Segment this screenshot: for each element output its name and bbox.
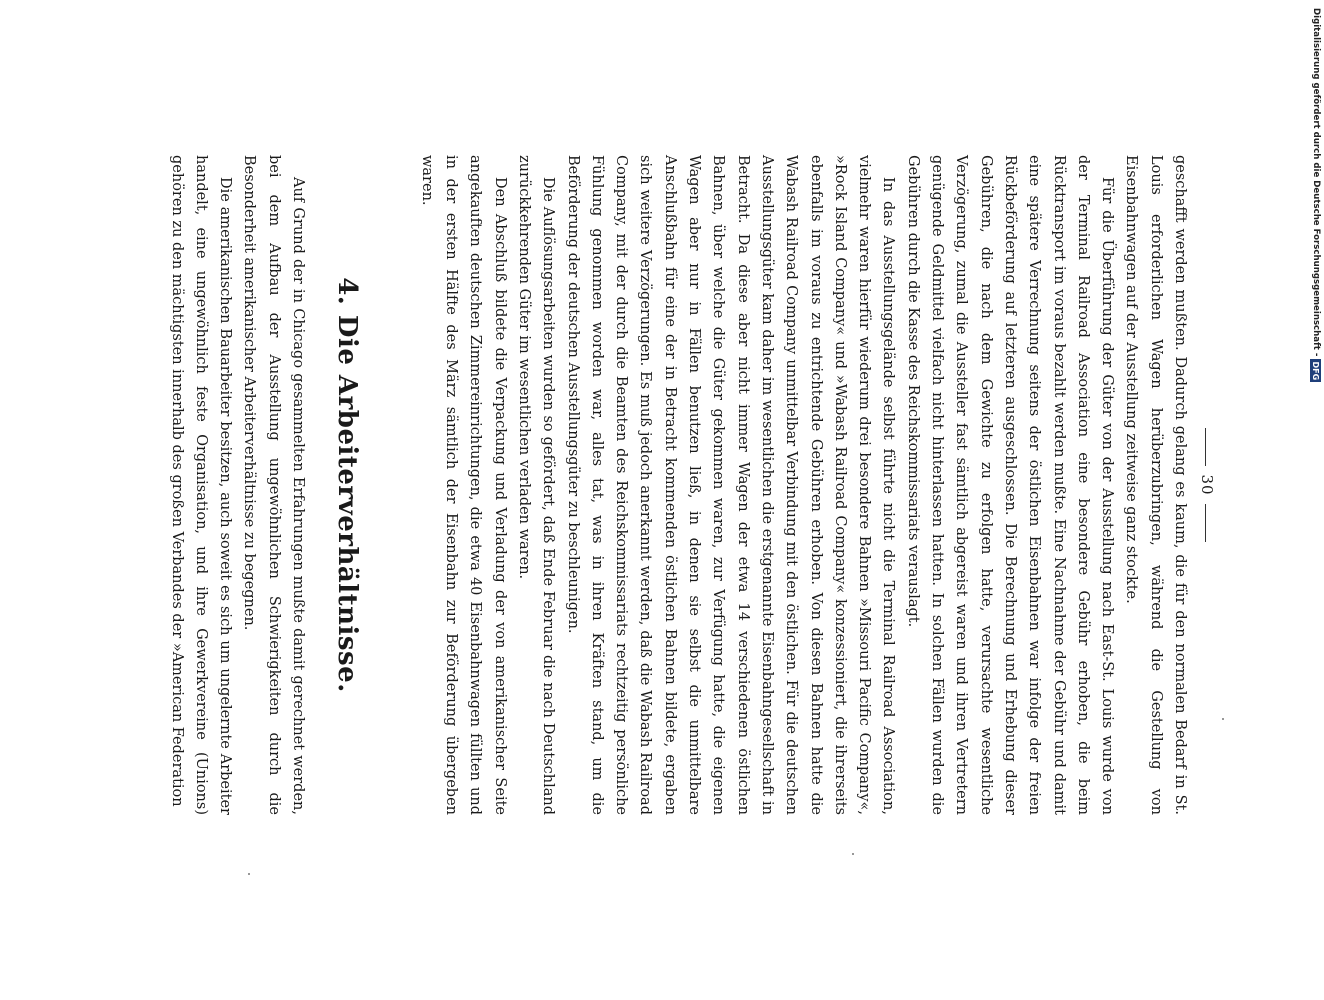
paragraph: Die Auflösungsarbeiten wurden so gefördert, daß Ende Februar die nach Deutschland zurückkehrenden Güter im wesentlichen verladen waren. xyxy=(515,155,557,815)
paragraph: Auf Grund der in Chicago gesammelten Erfahrungen mußte damit gerechnet werden, bei dem Aufbau der Ausstellung ungewöhnlichen Schwierigkeiten durch die Besonderheit amerikanischer Arbeiterverhältnisse zu begegnen. xyxy=(241,155,306,815)
paragraph: Den Abschluß bildete die Verpackung und Verladung der von amerikanischer Seite angekauften deutschen Zimmereinrichtungen, die etwa 40 Eisenbahnwagen füllten und in der ersten Hälfte des März sämtlich der Eisenbahn zur Beförderung übergeben waren. xyxy=(418,155,508,815)
digitization-credit xyxy=(1309,8,1324,393)
dfg-logo: DFG xyxy=(1311,361,1321,381)
scan-speck xyxy=(852,853,854,855)
page-number-rule-left xyxy=(1206,428,1207,466)
page-number-text: 30 xyxy=(1198,474,1216,496)
scan-speck xyxy=(1222,718,1224,720)
digitization-credit-line xyxy=(1308,8,1324,393)
page-number xyxy=(1198,155,1216,815)
paragraph: Die amerikanischen Bauarbeiter besitzen, auch soweit es sich um ungelernte Arbeiter handelt, eine ungewöhnlich feste Organisation, und ihre Gewerkvereine (Unions) gehören zu den mächtigsten innerhalb des großen Verbandes der »American Federation xyxy=(168,155,234,815)
page-number-rule-right xyxy=(1206,504,1207,542)
paragraph: Für die Überführung der Güter von der Ausstellung nach East-St. Louis wurde von der Terminal Railroad Association eine besondere Gebühr erhoben, die beim Rücktransport im voraus bezahlt werden mußte. Eine Nachnahme der Gebühr und damit eine spätere Verrechnung seitens der östlichen Eisenbahnen war infolge der freien Rückbeförderung auf letzteren ausgeschlossen. Die Berechnung und Erhebung dieser Gebühren, die nach dem Gewichte zu erfolgen hatte, verursachte wesentliche Verzögerung, zumal die Aussteller fast sämtlich abgereist waren und ihren Vertretern genügende Geldmittel vielfach nicht hinterlassen hatten. In solchen Fällen wurden die Gebühren durch die Kasse des Reichskommissariats verauslagt. xyxy=(904,155,1116,815)
paragraph: In das Ausstellungsgelände selbst führte nicht die Terminal Railroad Association, vielmehr waren hierfür wiederum drei besondere Bahnen »Missouri Pacific Company«, »Rock Island Company« und »Wabash Railroad Company« konzessioniert, die ihrerseits ebenfalls im voraus zu entrichtende Gebühren erhoben. Von diesen Bahnen hatte die Wabash Railroad Company unmittelbar Verbindung mit den östlichen. Für die deutschen Ausstellungsgüter kam daher im wesentlichen die erstgenannte Eisenbahngesellschaft in Betracht. Da diese aber nicht immer Wagen der etwa 14 verschiedenen östlichen Bahnen, über welche die Güter gekommen waren, zur Verfügung hatte, die eigenen Wagen aber nur in Fällen benutzen ließ, in denen sie selbst die unmittelbare Anschlußbahn für eine der in Betracht kommenden östlichen Bahnen bildete, ergaben sich weitere Verzögerungen. Es muß jedoch anerkannt werden, daß die Wabash Railroad Company, mit der durch die Beamten des Reichskommissariats rechtzeitig persönliche Fühlung genommen worden war, alles tat, was in ihren Kräften stand, um die Beförderung der deutschen Ausstellungsgüter zu beschleunigen. xyxy=(564,155,897,815)
paragraph: geschafft werden mußten. Dadurch gelang es kaum, die für den normalen Bedarf in St. Louis erforderlichen Wagen herüberzubringen, während die Gestellung von Eisenbahnwagen auf der Ausstellung zeitweise ganz stockte. xyxy=(1123,155,1188,815)
scan-speck xyxy=(248,873,250,875)
rotated-page-content xyxy=(170,155,1220,815)
body-text-lower xyxy=(164,155,310,815)
body-text-upper xyxy=(415,155,1193,815)
credit-text: Digitalisierung gefördert durch die Deutsche Forschungsgemeinschaft - xyxy=(1311,8,1321,357)
section-heading: 4. Die Arbeiterverhältnisse. xyxy=(332,277,362,693)
